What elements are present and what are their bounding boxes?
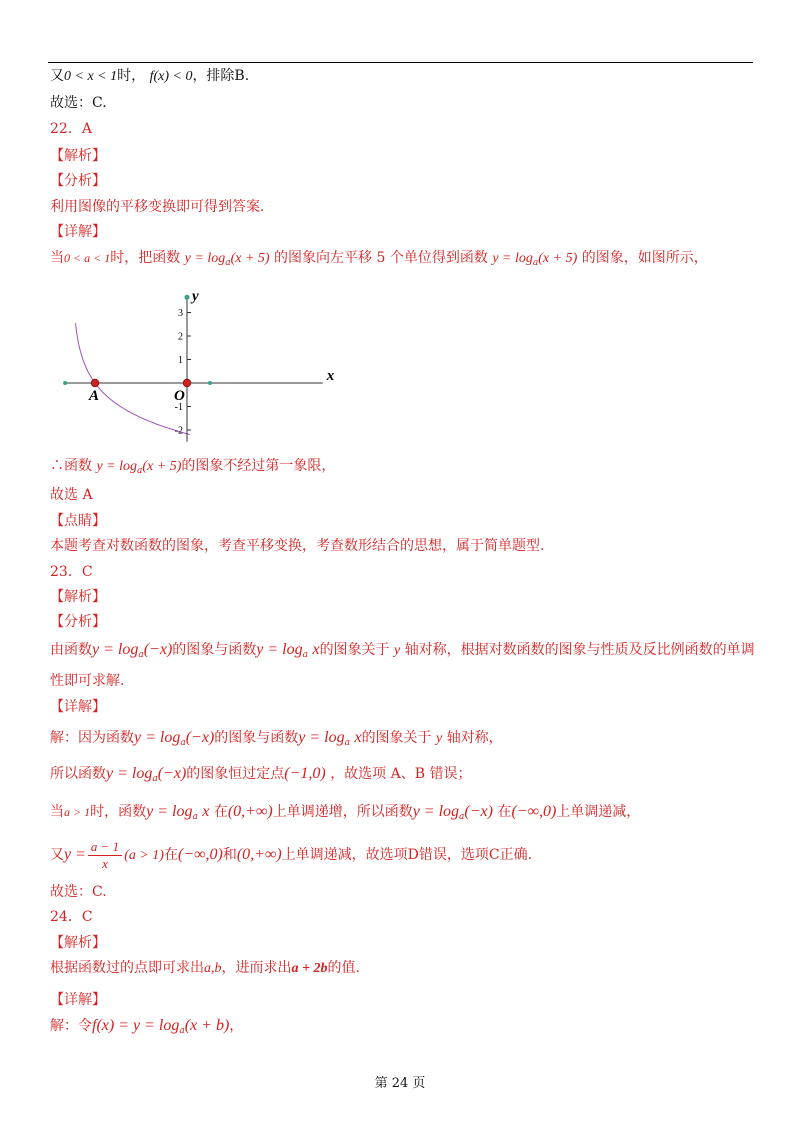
text: 解：令 (50, 1018, 92, 1034)
text: 时， (117, 68, 146, 84)
text: ， (229, 1018, 244, 1034)
question-number: 23．C (50, 564, 93, 580)
detail-line (50, 248, 708, 273)
math: (0,+∞) (227, 803, 273, 820)
text: 的图象恒过定点 (186, 766, 285, 782)
section-label-jiexi: 【解析】 (50, 148, 106, 164)
text: 又 (50, 68, 64, 84)
page-footer: 第 24 页 (374, 1076, 426, 1091)
text: 解：因为函数 (50, 730, 134, 746)
math: (x + b) (184, 1017, 230, 1034)
detail-line (50, 838, 532, 873)
x-axis-tick-point (208, 381, 212, 385)
section-label-xiangjie: 【详解】 (50, 224, 106, 240)
math: (−x) (157, 765, 187, 782)
math: f(x) < 0 (149, 69, 193, 84)
origin-label: O (174, 388, 185, 404)
math: y = (64, 846, 86, 863)
text: 的图象不经过第一象限， (181, 458, 336, 474)
math-sub: a (137, 466, 143, 476)
section-label-xiangjie: 【详解】 (50, 699, 106, 715)
text: 的图象，如图所示， (581, 250, 708, 266)
text: 在 (497, 804, 512, 820)
text: ∴函数 (50, 458, 92, 474)
y-tick-group (175, 308, 191, 437)
math-sub: a (532, 258, 539, 268)
math: x (312, 641, 320, 658)
math-sub: a (192, 812, 198, 822)
math: y = log (184, 251, 226, 266)
y-tick-label: -1 (174, 402, 183, 413)
detail-line (50, 728, 503, 753)
text: 在 (213, 804, 228, 820)
conclusion-line (50, 456, 335, 481)
text-line (50, 66, 249, 87)
section-label-dianjing: 【点睛】 (50, 513, 106, 529)
x-axis-left-end-point (63, 381, 67, 385)
section-label-jiexi: 【解析】 (50, 935, 106, 951)
detail-line (50, 764, 472, 789)
question-number: 22．A (50, 121, 92, 137)
section-label-fenxi: 【分析】 (50, 173, 106, 189)
math: y = log (92, 641, 139, 658)
text: 时，函数 (90, 804, 147, 820)
math: a,b (204, 961, 222, 976)
fraction-denominator: x (102, 855, 108, 871)
analysis-line (50, 640, 755, 665)
math: (x + 5) (538, 251, 578, 266)
math: y = log (106, 765, 153, 782)
text: 根据函数过的点即可求出 (50, 960, 204, 976)
math: (x + 5) (230, 251, 270, 266)
analysis-line-cont: 性即可求解. (50, 673, 125, 689)
text: ，故选项 A、B 错误； (330, 766, 472, 782)
y-tick-label: 3 (178, 308, 183, 319)
comment-text: 本题考查对数函数的图象，考查平移变换，考查数形结合的思想，属于简单题型. (50, 538, 545, 554)
math: y = log (96, 459, 138, 474)
point-a (91, 379, 99, 387)
y-axis-label: y (192, 288, 199, 305)
math: y = log (146, 803, 193, 820)
math: 0 < x < 1 (64, 69, 118, 84)
math: x (354, 729, 362, 746)
math: a > 1 (64, 805, 91, 819)
log-curve (76, 323, 190, 434)
y-axis-top-point (185, 295, 190, 300)
math: y = log (256, 641, 303, 658)
math-sub: a (459, 812, 465, 822)
answer-line: 故选：C. (50, 95, 107, 111)
text: 上单调递减，故选项D错误，选项C正确. (281, 847, 533, 863)
math: a + 2b (291, 961, 328, 976)
text: 的图象关于 (361, 730, 432, 746)
math: (a > 1) (124, 848, 164, 863)
math: f(x) = y = log (92, 1017, 180, 1034)
section-label-jiexi: 【解析】 (50, 589, 106, 605)
math: (−x) (143, 641, 173, 658)
text: 上单调递增，所以函数 (272, 804, 413, 820)
math-sub: a (225, 258, 231, 268)
text: 所以函数 (50, 766, 106, 782)
text: 轴对称， (446, 730, 503, 746)
text: 当 (50, 804, 64, 820)
text: 当 (50, 250, 64, 266)
text: ，排除B. (192, 68, 250, 84)
math: y (394, 643, 401, 658)
math-sub: a (152, 774, 158, 784)
detail-line (50, 1016, 243, 1041)
math: y = log (298, 729, 345, 746)
math-sub: a (179, 1026, 185, 1036)
section-label-xiangjie: 【详解】 (50, 992, 106, 1008)
y-tick-label: 2 (178, 331, 183, 343)
math: (−∞,0) (177, 846, 223, 863)
text: 的图象关于 (319, 642, 390, 658)
text: 的图象向左平移 5 个单位得到函数 (274, 250, 488, 266)
analysis-text: 利用图像的平移变换即可得到答案. (50, 199, 265, 215)
fraction (88, 839, 122, 872)
math: (0,+∞) (236, 846, 282, 863)
analysis-line (50, 958, 360, 979)
math: y = log (412, 803, 460, 820)
text: 的图象与函数 (172, 642, 257, 658)
log-function-graph (50, 285, 340, 455)
answer-line: 故选：C. (50, 884, 107, 900)
section-label-fenxi: 【分析】 (50, 614, 106, 630)
math: (−∞,0) (511, 803, 557, 820)
text: 和 (222, 847, 237, 863)
math: 0 < a < 1 (64, 251, 111, 265)
math-sub: a (138, 650, 144, 660)
detail-line (50, 802, 640, 827)
math: (−1,0) (284, 765, 326, 782)
y-tick-label: 1 (178, 355, 183, 366)
text: 轴对称，根据对数函数的图象与性质及反比例函数的单调 (404, 642, 755, 658)
math: (−x) (464, 803, 493, 820)
text: 在 (163, 847, 178, 863)
math-sub: a (344, 738, 350, 748)
origin-point (183, 379, 191, 387)
text: 又 (50, 847, 64, 863)
math: y (436, 731, 443, 746)
x-axis-label: x (326, 368, 335, 384)
y-tick-label: -2 (174, 425, 183, 437)
header-rule (48, 62, 753, 63)
text: 由函数 (50, 642, 92, 658)
text: 的值. (327, 960, 360, 976)
text: 时，把函数 (110, 250, 181, 266)
math: y = log (492, 251, 533, 266)
point-a-label: A (89, 388, 100, 404)
answer-line: 故选 A (50, 487, 93, 503)
fraction-numerator: a − 1 (88, 839, 122, 856)
math: y = log (134, 729, 181, 746)
text: 的图象与函数 (214, 730, 299, 746)
text: 上单调递减， (556, 804, 641, 820)
math-sub: a (180, 738, 186, 748)
question-number: 24．C (50, 909, 93, 925)
math: (−x) (185, 729, 215, 746)
math-sub: a (302, 650, 308, 660)
math: x (202, 803, 210, 820)
text: ，进而求出 (221, 960, 292, 976)
math: (x + 5) (142, 459, 182, 474)
